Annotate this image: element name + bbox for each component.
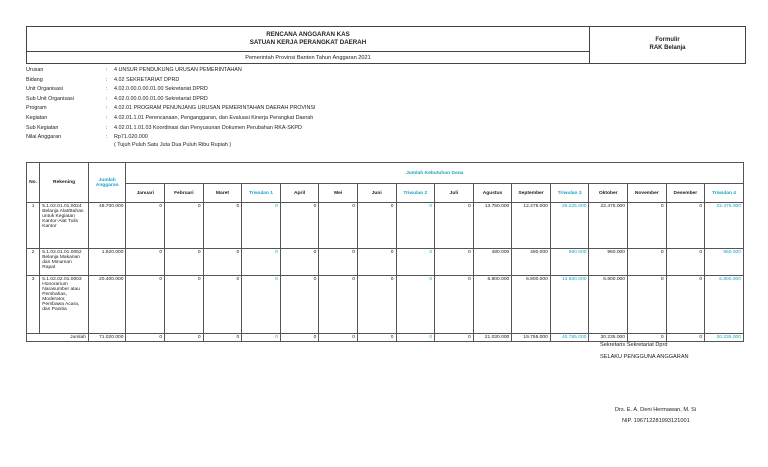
form-label (590, 27, 745, 63)
title-line-2: SATUAN KERJA PERANGKAT DAERAH (249, 38, 367, 46)
table-row (27, 249, 744, 276)
row-cell: 0 (628, 249, 667, 276)
info-colon: : (106, 134, 108, 141)
signature-nip: NIP. 196712281993121001 (622, 418, 690, 424)
signature-role: SELAKU PENGGUNA ANGGARAN (600, 354, 689, 360)
info-extra: ( Tujuh Puluh Satu Juta Dua Puluh Ribu Rupiah ) (114, 142, 232, 149)
total-cell: 0 (203, 334, 242, 342)
col-no: No. (27, 163, 40, 203)
row-cell: 0 (666, 276, 705, 334)
row-cell: 0 (666, 249, 705, 276)
month-header: September (512, 184, 551, 203)
row-cell: 960.000 (550, 249, 589, 276)
row-no: 1 (27, 203, 40, 249)
report-title-box (27, 27, 590, 63)
col-jumlah-anggaran: Jumlah Anggaran (88, 163, 126, 203)
month-header: Triwulan 2 (396, 184, 435, 203)
info-value: 4.02.0.00.0.00.01.00 Sekretariat DPRD (114, 86, 208, 93)
table-row (27, 276, 744, 334)
info-value: 4.02.01 PROGRAM PENUNJANG URUSAN PEMERINTAHAN DAERAH PROVINSI (114, 105, 316, 112)
month-header: Desember (666, 184, 705, 203)
row-cell: 0 (203, 203, 242, 249)
row-cell: 0 (435, 276, 474, 334)
row-cell: 26.225.000 (550, 203, 589, 249)
row-cell: 0 (126, 203, 165, 249)
info-label: Kegiatan (26, 114, 48, 121)
row-cell: 12.475.000 (512, 203, 551, 249)
info-value: 4.02 SEKRETARIAT DPRD (114, 76, 180, 83)
row-cell: 22.475.000 (589, 203, 628, 249)
report-subtitle: Pemerintah Provinsi Banten Tahun Anggaran 2021 (27, 51, 589, 64)
row-cell: 0 (396, 249, 435, 276)
rak-table (26, 162, 744, 342)
month-header: Triwulan 4 (705, 184, 744, 203)
row-cell: 0 (242, 276, 281, 334)
info-value: 4.02.0.00.0.00.01.00 Sekretariat DPRD (114, 95, 208, 102)
info-value: 4.02.01.1.01 Perencanaan, Penganggaran, dan Evaluasi Kinerja Perangkat Daerah (114, 114, 314, 121)
total-cell: 0 (628, 334, 667, 342)
row-cell: 0 (628, 276, 667, 334)
total-cell: 0 (319, 334, 358, 342)
month-header: November (628, 184, 667, 203)
row-cell: 6.800.000 (705, 276, 744, 334)
info-colon: : (106, 95, 108, 102)
col-rekening: Rekening (40, 163, 89, 203)
row-rekening: 5.1.02.02.01.0003 Honorarium Narasumber atau Pembahas, Moderator, Pembawa Acara, dan Panitia (40, 276, 89, 334)
row-cell: 0 (126, 276, 165, 334)
row-cell: 480.000 (473, 249, 512, 276)
month-header: Januari (126, 184, 165, 203)
month-header: Mei (319, 184, 358, 203)
month-header: Juni (357, 184, 396, 203)
row-cell: 960.000 (705, 249, 744, 276)
row-cell: 0 (357, 276, 396, 334)
row-cell: 13.750.000 (473, 203, 512, 249)
row-cell: 0 (280, 203, 319, 249)
row-cell: 0 (319, 249, 358, 276)
title-line-1: RENCANA ANGGARAN KAS (266, 31, 350, 38)
row-cell: 22.475.000 (705, 203, 744, 249)
row-cell: 0 (165, 249, 204, 276)
row-cell: 6.800.000 (473, 276, 512, 334)
total-cell: 0 (165, 334, 204, 342)
row-cell: 0 (165, 203, 204, 249)
row-cell: 0 (396, 203, 435, 249)
info-label: Sub Kegiatan (26, 124, 59, 131)
form-line-2: RAK Belanja (649, 44, 686, 51)
row-cell: 0 (203, 249, 242, 276)
total-cell: 0 (242, 334, 281, 342)
info-colon: : (106, 67, 108, 73)
row-cell: 960.000 (589, 249, 628, 276)
row-cell: 0 (242, 249, 281, 276)
col-kebutuhan-dana: Jumlah Kebutuhan Dana (126, 163, 744, 184)
row-cell: 0 (126, 249, 165, 276)
info-label: Unit Organisasi (26, 86, 63, 93)
row-cell: 0 (165, 276, 204, 334)
info-label: Bidang (26, 76, 43, 83)
row-cell: 0 (396, 276, 435, 334)
info-colon: : (106, 86, 108, 93)
row-cell: 480.000 (512, 249, 551, 276)
row-cell: 0 (319, 203, 358, 249)
row-rekening: 5.1.02.01.01.0024 Belanja Alat/Bahan untuk Kegiatan Kantor-Alat Tulis Kantor (40, 203, 89, 249)
month-header: Februari (165, 184, 204, 203)
month-header: Triwulan 3 (550, 184, 589, 203)
month-header: April (280, 184, 319, 203)
month-header-row (27, 184, 744, 203)
row-cell: 0 (628, 203, 667, 249)
row-cell: 0 (435, 249, 474, 276)
signature-name: Drs. E. A. Deni Hermawan, M. Si (615, 407, 697, 413)
info-value: 4 UNSUR PENDUKUNG URUSAN PEMERINTAHAN (114, 67, 242, 73)
info-colon: : (106, 76, 108, 83)
info-colon: : (106, 105, 108, 112)
signature-office: Sekretaris Sekretariat Dprd (600, 342, 668, 348)
row-cell: 6.800.000 (512, 276, 551, 334)
row-cell: 0 (280, 249, 319, 276)
total-cell: 0 (280, 334, 319, 342)
total-row (27, 334, 744, 342)
total-cell: 30.235.000 (589, 334, 628, 342)
form-line-1: Formulir (655, 37, 680, 43)
row-cell: 13.600.000 (550, 276, 589, 334)
row-cell: 0 (319, 276, 358, 334)
row-jumlah: 20.400.000 (88, 276, 126, 334)
total-cell: 30.235.000 (705, 334, 744, 342)
total-cell: 0 (357, 334, 396, 342)
row-jumlah: 1.920.000 (88, 249, 126, 276)
row-no: 2 (27, 249, 40, 276)
row-cell: 0 (666, 203, 705, 249)
table-row (27, 203, 744, 249)
row-cell: 0 (242, 203, 281, 249)
info-label: Program (26, 105, 47, 112)
month-header: Maret (203, 184, 242, 203)
info-label: Nilai Anggaran (26, 134, 62, 141)
total-cell: 0 (126, 334, 165, 342)
row-cell: 0 (280, 276, 319, 334)
info-value: 4.02.01.1.01.03 Koordinasi dan Penyusunan Dokumen Perubahan RKA-SKPD (114, 124, 302, 131)
total-cell: 0 (666, 334, 705, 342)
info-label: Sub Unit Organisasi (26, 95, 74, 102)
row-cell: 6.800.000 (589, 276, 628, 334)
info-value: Rp71.020.000 (114, 134, 148, 141)
table-body (27, 203, 744, 342)
info-colon: : (106, 124, 108, 131)
info-label: Urusan (26, 67, 44, 73)
total-jumlah: 71.020.000 (88, 334, 126, 342)
total-cell: 0 (435, 334, 474, 342)
total-cell: 19.755.000 (512, 334, 551, 342)
total-cell: 0 (396, 334, 435, 342)
row-cell: 0 (203, 276, 242, 334)
total-cell: 21.030.000 (473, 334, 512, 342)
total-cell: 40.785.000 (550, 334, 589, 342)
row-cell: 0 (357, 203, 396, 249)
month-header: Juli (435, 184, 474, 203)
report-header (26, 26, 746, 64)
month-header: Oktober (589, 184, 628, 203)
month-header: Agustus (473, 184, 512, 203)
row-cell: 0 (435, 203, 474, 249)
report-title (27, 31, 589, 46)
row-no: 3 (27, 276, 40, 334)
info-colon: : (106, 114, 108, 121)
month-header: Triwulan 1 (242, 184, 281, 203)
row-jumlah: 48.700.000 (88, 203, 126, 249)
total-label: Jumlah (27, 334, 89, 342)
row-cell: 0 (357, 249, 396, 276)
row-rekening: 5.1.02.01.01.0052 Belanja Makanan dan Minuman Rapat (40, 249, 89, 276)
